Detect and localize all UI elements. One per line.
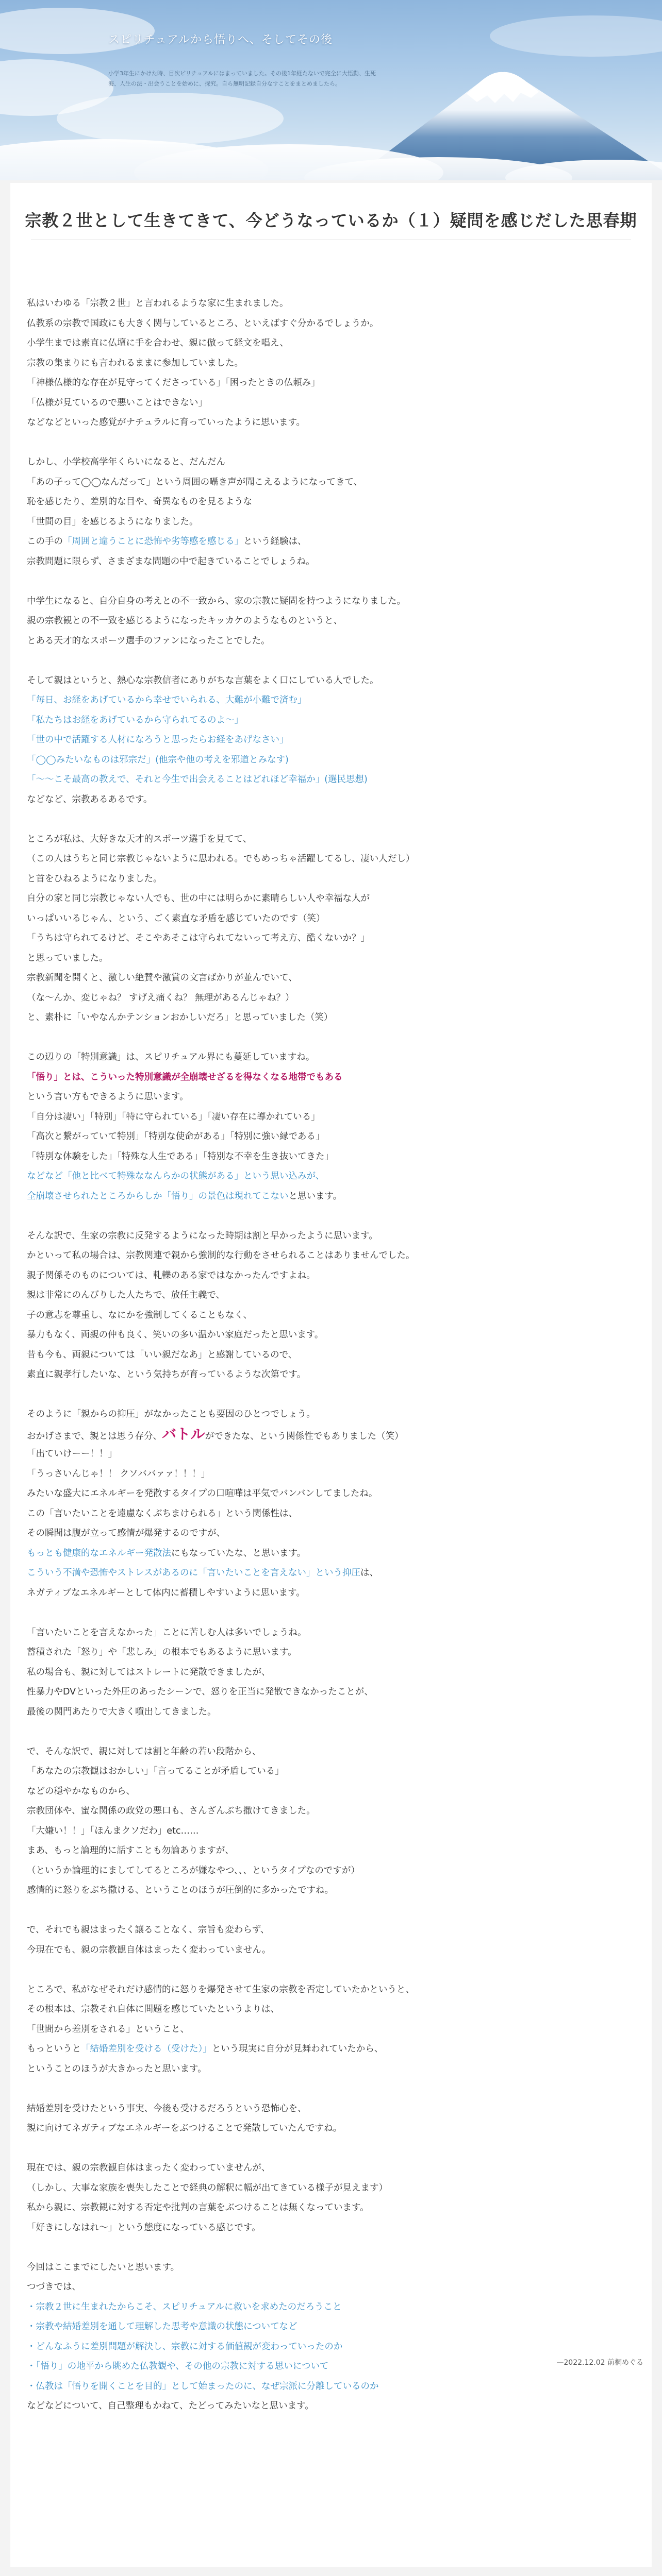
body-text: 親に向けてネガティブなエネルギーをぶつけることで発散していたんですね。 — [27, 2123, 342, 2133]
emphasis-text: ・宗教２世に生まれたからこそ、スピリチュアルに救いを求めたのだろうこと — [27, 2301, 342, 2312]
body-text: この「言いたいことを遠慮なくぶちまけられる」という関係性は、 — [27, 1508, 297, 1519]
text-line — [27, 2277, 635, 2297]
emphasis-text: 「世の中で活躍する人材になろうと思ったらお経をあげなさい」 — [27, 735, 289, 745]
body-text: という言い方もできるように思います。 — [27, 1092, 189, 1102]
body-text: ということのほうが大きかったと思います。 — [27, 2063, 207, 2074]
body-text: もっというと — [27, 2044, 81, 2054]
body-text: などの穏やかなものから、 — [27, 1786, 135, 1797]
text-line — [27, 1285, 635, 1306]
text-line — [27, 2396, 635, 2416]
text-line — [27, 1544, 635, 1564]
emphasis-text: 「毎日、お経をあげているから幸せでいられる、大難が小難で済む」 — [27, 695, 307, 705]
body-text: と思っていました。 — [27, 953, 108, 963]
text-line — [27, 2337, 635, 2357]
text-line — [27, 671, 635, 691]
article-paragraph — [27, 2099, 635, 2139]
body-text: 親は非常にのんびりした人たちで、放任主義で、 — [27, 1290, 225, 1300]
body-text: （しかし、大事な家族を喪失したことで経典の解釈に幅が出てきている様子が見えます） — [27, 2182, 388, 2193]
body-text: 「あの子って◯◯なんだって」という周囲の囁き声が聞こえるようになってきて、 — [27, 477, 363, 487]
body-text: 親の宗教観との不一致を感じるようになったキッカケのようなものというと、 — [27, 616, 343, 626]
text-line — [27, 294, 635, 314]
body-text: 「好きにしなはれ〜」という態度になっている感じです。 — [27, 2222, 261, 2233]
body-text: ができたな、という関係性でもありました（笑） — [205, 1431, 404, 1442]
text-line — [27, 1761, 635, 1782]
text-line — [27, 472, 635, 493]
body-text: 今回はここまでにしたいと思います。 — [27, 2262, 180, 2273]
body-text: と、素朴に「いやなんかテンションおかしいだろ」と思っていました（笑） — [27, 1012, 333, 1023]
text-line — [27, 1563, 635, 1583]
text-line — [27, 1345, 635, 1365]
text-line — [27, 1682, 635, 1702]
article-paragraph — [27, 1047, 635, 1206]
text-line — [27, 1464, 635, 1484]
article-paragraph — [27, 1742, 635, 1901]
text-line — [27, 1742, 635, 1762]
body-text: 「うっさいんじゃ！！ クソババァァ！！！」 — [27, 1468, 210, 1479]
emphasis-text: バトル — [162, 1425, 205, 1443]
text-line — [27, 1663, 635, 1683]
article-paragraph — [27, 1980, 635, 2079]
body-text: 「言いたいことを言えなかった」ことに苦しむ人は多いでしょうね。 — [27, 1627, 307, 1638]
body-text: と首をひねるようになりました。 — [27, 873, 162, 884]
text-line — [27, 1920, 635, 1940]
body-text: とある天才的なスポーツ選手のファンになったことでした。 — [27, 635, 270, 646]
text-line — [27, 2297, 635, 2317]
text-line — [27, 1841, 635, 1861]
article-title: 宗教２世として生きてきて、今どうなっているか（１）疑問を感じだした思春期 — [25, 211, 637, 230]
text-line — [27, 1861, 635, 1881]
text-line — [27, 1980, 635, 2000]
emphasis-text: 「◯◯みたいなものは邪宗だ」(他宗や他の考えを邪道とみなす) — [27, 754, 289, 765]
body-text: 感情的に怒りをぶち撒ける、ということのほうが圧倒的に多かったですね。 — [27, 1885, 334, 1895]
text-line — [27, 909, 635, 929]
body-text: などなど、宗教あるあるです。 — [27, 794, 153, 805]
body-text: 「大嫌い！！」「ほんまクソだわ」etc…… — [27, 1825, 199, 1836]
text-line — [27, 353, 635, 374]
body-text: そんな訳で、生家の宗教に反発するようになった時期は割と早かったように思います。 — [27, 1230, 378, 1241]
body-text: （この人はうちと同じ宗教じゃないように思われる。でもめっちゃ活躍してるし、凄い人だし） — [27, 854, 415, 864]
body-text: 暴力もなく、両親の仲も良く、笑いの多い温かい家庭だったと思います。 — [27, 1330, 324, 1340]
text-line — [27, 750, 635, 770]
text-line — [27, 1523, 635, 1544]
body-text: 自分の家と同じ宗教じゃない人でも、世の中には明らかに素晴らしい人や幸福な人が — [27, 893, 370, 904]
text-line — [27, 1187, 635, 1207]
article-signature: —2022.12.02 前桐めぐる — [556, 2359, 643, 2367]
text-line — [27, 1583, 635, 1603]
text-line — [27, 2317, 635, 2337]
body-text: （な〜んか、変じゃね？ すげえ痛くね？ 無理があるんじゃね？） — [27, 992, 294, 1003]
text-line — [27, 2258, 635, 2278]
body-text: この手の — [27, 536, 63, 547]
text-line — [27, 1623, 635, 1643]
text-line — [27, 532, 635, 552]
text-line — [27, 948, 635, 969]
body-text: 宗教の集まりにも言われるままに参加していました。 — [27, 358, 243, 368]
emphasis-text: 「悟り」とは、こういった特別意識が全崩壊せざるを得なくなる地帯でもある — [27, 1072, 343, 1082]
emphasis-text: もっとも健康的なエネルギー発散法 — [27, 1548, 171, 1558]
article-paragraph — [27, 2258, 635, 2416]
body-text: 仏教系の宗教で国政にも大きく関与しているところ、といえばすぐ分かるでしょうか。 — [27, 318, 379, 329]
body-text: にもなっていたな、と思います。 — [171, 1548, 306, 1558]
text-line — [27, 1425, 635, 1445]
text-line — [27, 2158, 635, 2178]
body-text: 素直に親孝行したいな、という気持ちが育っているような次第です。 — [27, 1369, 306, 1380]
article-paragraph — [27, 294, 635, 433]
text-line — [27, 1821, 635, 1841]
text-line — [27, 1147, 635, 1167]
body-text: まあ、もっと論理的に話すことも勿論ありますが、 — [27, 1845, 234, 1856]
body-text: そして親はというと、熱心な宗教信者にありがちな言葉をよく口にしている人でした。 — [27, 675, 379, 686]
text-line — [27, 2020, 635, 2040]
text-line — [27, 2119, 635, 2139]
text-line — [27, 1246, 635, 1266]
article-paragraph — [27, 1226, 635, 1385]
emphasis-text: ・宗教や結婚差別を通して理解した思考や意識の状態についてなど — [27, 2321, 297, 2332]
body-text: いっぱいいるじゃん、という、ごく素直な矛盾を感じていたのです（笑） — [27, 913, 325, 924]
body-text: 宗教団体や、蜜な関係の政党の悪口も、さんざんぶち撒けてきました。 — [27, 1806, 316, 1816]
text-line — [27, 1404, 635, 1425]
body-text: ネガティブなエネルギーとして体内に蓄積しやすいように思います。 — [27, 1587, 305, 1598]
text-line — [27, 968, 635, 988]
text-line — [27, 849, 635, 869]
body-text: 「特別な体験をした」「特殊な人生である」「特別な不幸を生き抜いてきた」 — [27, 1151, 334, 1162]
header-banner — [0, 0, 662, 180]
body-text: この辺りの「特別意識」は、スピリチュアル界にも蔓延していますね。 — [27, 1052, 315, 1062]
emphasis-text: 全崩壊させられたところからしか「悟り」の景色は現れてこない — [27, 1191, 289, 1201]
site-description: 小学3年生にかけた時、目次ピリチュアルにはまっていました。その後1年経たないで完全に大悟勤、生死海、人生の法・出会うことを始めに、探究。自ら無明記録自分なすことをまとめましたら。 — [108, 70, 376, 87]
text-line — [27, 690, 635, 710]
text-line — [27, 1484, 635, 1504]
body-text: 「うちは守られてるけど、そこやあそこは守られてないって考え方、酷くないか？」 — [27, 933, 370, 943]
emphasis-text: 「結婚差別を受ける（受けた）」 — [81, 2044, 212, 2054]
body-text: （というか論理的にましてしてるところが嫌なやつ、、、というタイプなのですが） — [27, 1865, 360, 1876]
body-text: 宗教問題に限らず、さまざまな問題の中で起きていることでしょうね。 — [27, 556, 315, 567]
text-line — [27, 730, 635, 750]
text-line — [27, 2198, 635, 2218]
text-line — [27, 2039, 635, 2059]
body-text: 今現在でも、親の宗教観自体はまったく変わっていません。 — [27, 1944, 271, 1955]
text-line — [27, 1107, 635, 1127]
article-paragraph — [27, 452, 635, 571]
body-text: 子の意志を尊重し、なにかを強制してくることもなく、 — [27, 1310, 253, 1320]
text-line — [27, 2357, 635, 2377]
body-text: 私の場合も、親に対してはストレートに発散できましたが、 — [27, 1667, 271, 1677]
body-text: 親子関係そのものについては、軋轢のある家ではなかったんですよね。 — [27, 1270, 316, 1281]
emphasis-text: 「〜〜こそ最高の教えで、それと今生で出会えることはどれほど幸福か」(選民思想) — [27, 774, 368, 785]
emphasis-text: ・どんなふうに差別問題が解決し、宗教に対する価値観が変わっていったのか — [27, 2341, 343, 2352]
emphasis-text: ・「悟り」の地平から眺めた仏教観や、その他の宗教に対する思いについて — [27, 2361, 329, 2371]
text-line — [27, 1087, 635, 1107]
text-line — [27, 770, 635, 790]
emphasis-text: ・仏教は「悟りを開くことを目的」として始まったのに、なぜ宗派に分離しているのか — [27, 2381, 379, 2392]
text-line — [27, 829, 635, 850]
text-line — [27, 492, 635, 512]
site-title[interactable]: スピリチュアルから悟りへ、そしてその後 — [108, 33, 333, 46]
text-line — [27, 1940, 635, 1960]
body-text: 「神様仏様的な存在が見守ってくださっている」「困ったときの仏頼み」 — [27, 378, 320, 388]
text-line — [27, 1166, 635, 1187]
text-line — [27, 1702, 635, 1722]
body-text: 「高次と繋がっていて特別」「特別な使命がある」「特別に強い縁である」 — [27, 1131, 325, 1142]
article-paragraph — [27, 2158, 635, 2238]
text-line — [27, 1306, 635, 1326]
body-text: で、そんな訳で、親に対しては割と年齢の若い段階から、 — [27, 1746, 261, 1757]
text-line — [27, 611, 635, 631]
text-line — [27, 1444, 635, 1464]
emphasis-text: などなど「他と比べて特殊ななんらかの状態がある」という思い込みが、 — [27, 1171, 325, 1181]
text-line — [27, 512, 635, 532]
text-line — [27, 2178, 635, 2198]
article-paragraph — [27, 1404, 635, 1603]
text-line — [27, 869, 635, 889]
article-paragraph — [27, 829, 635, 1028]
body-text: 「あなたの宗教観はおかしい」「言ってることが矛盾している」 — [27, 1766, 284, 1776]
text-line — [27, 631, 635, 651]
body-text: 「世間の目」を感じるようになりました。 — [27, 516, 198, 527]
body-text: 「仏様が見ているので悪いことはできない」 — [27, 397, 207, 408]
body-text: ところで、私がなぜそれだけ感情的に怒りを爆発させて生家の宗教を否定していたかというと、 — [27, 1984, 415, 1995]
article-paragraph — [27, 1623, 635, 1722]
text-line — [27, 2099, 635, 2119]
body-text: という現実に自分が見舞われていたから、 — [211, 2044, 384, 2054]
body-text: で、それでも親はまったく譲ることなく、宗旨も変わらず、 — [27, 1925, 270, 1935]
body-text: おかげさまで、親とは思う存分、 — [27, 1431, 162, 1442]
article-paragraph — [27, 591, 635, 651]
emphasis-text: こういう不満や恐怖やストレスがあるのに「言いたいことを言えない」という抑圧 — [27, 1568, 360, 1578]
text-line — [27, 333, 635, 353]
emphasis-text: 「周囲と違うことに恐怖や劣等感を感じる」 — [63, 536, 243, 547]
text-line — [27, 393, 635, 413]
body-text: という経験は、 — [243, 536, 307, 547]
emphasis-text: 「私たちはお経をあげているから守られてるのよ〜」 — [27, 715, 243, 725]
article-paragraph — [27, 1920, 635, 1960]
text-line — [27, 2059, 635, 2079]
body-text: 宗教新聞を開くと、激しい絶賛や激賞の文言ばかりが並んでいて、 — [27, 973, 297, 983]
text-line — [27, 790, 635, 810]
text-line — [27, 1047, 635, 1067]
article-body — [27, 294, 635, 2436]
text-line — [27, 2377, 635, 2397]
body-text: と思います。 — [288, 1191, 342, 1201]
text-line — [27, 1067, 635, 1088]
text-line — [27, 373, 635, 393]
body-text: 「自分は凄い」「特別」「特に守られている」「凄い存在に導かれている」 — [27, 1111, 320, 1122]
body-text: 最後の関門あたりで大きく噴出してきました。 — [27, 1706, 217, 1717]
mountain-cloud-illustration — [0, 0, 662, 180]
body-text: 私はいわゆる「宗教２世」と言われるような家に生まれました。 — [27, 298, 289, 309]
text-line — [27, 1266, 635, 1286]
text-line — [27, 1008, 635, 1028]
body-text: は、 — [360, 1568, 378, 1578]
text-line — [27, 928, 635, 948]
text-line — [27, 1226, 635, 1246]
text-line — [27, 314, 635, 334]
body-text: 昔も今も、両親については「いい親だなあ」と感謝しているので、 — [27, 1349, 297, 1360]
body-text: その根本は、宗教それ自体に問題を感じていたというよりは、 — [27, 2004, 279, 2014]
text-line — [27, 1782, 635, 1802]
body-text: 「世間から差別をされる」ということ、 — [27, 2024, 189, 2035]
body-text: しかし、小学校高学年くらいになると、だんだん — [27, 457, 225, 467]
body-text: 蓄積された「怒り」や「悲しみ」の根本でもあるように思います。 — [27, 1647, 297, 1657]
article-paragraph — [27, 671, 635, 810]
text-line — [27, 413, 635, 433]
body-text: 中学生になると、自分自身の考えとの不一致から、家の宗教に疑問を持つようになりました。 — [27, 596, 406, 606]
text-line — [27, 2218, 635, 2238]
text-line — [27, 1365, 635, 1385]
body-text: 私から親に、宗教観に対する否定や批判の言葉をぶつけることは無くなっています。 — [27, 2202, 369, 2213]
body-text: 小学生までは素直に仏壇に手を合わせ、親に倣って経文を唱え、 — [27, 338, 289, 348]
text-line — [27, 1325, 635, 1345]
body-text: 現在では、親の宗教観自体はまったく変わっていませんが、 — [27, 2163, 271, 2173]
body-text: 「出ていけーー！！」 — [27, 1449, 117, 1459]
text-line — [27, 710, 635, 731]
body-text: などなどといった感覚がナチュラルに育っていったように思います。 — [27, 417, 306, 428]
body-text: 結婚差別を受けたという事実、今後も受けるだろうという恐怖心を、 — [27, 2103, 307, 2114]
body-text: 性暴力やDVといった外圧のあったシーンで、怒りを正当に発散できなかったことが、 — [27, 1687, 373, 1697]
text-line — [27, 552, 635, 572]
body-text: などなどについて、自己整理もかねて、たどってみたいなと思います。 — [27, 2401, 314, 2411]
text-line — [27, 1999, 635, 2020]
body-text: その瞬間は腹が立って感情が爆発するのですが、 — [27, 1528, 225, 1538]
article-card — [10, 183, 652, 2567]
text-line — [27, 1880, 635, 1901]
text-line — [27, 452, 635, 472]
body-text: つづきでは、 — [27, 2282, 81, 2292]
body-text: ところが私は、大好きな天才的スポーツ選手を見てて、 — [27, 834, 252, 844]
text-line — [27, 1127, 635, 1147]
text-line — [27, 1801, 635, 1821]
text-line — [27, 988, 635, 1008]
text-line — [27, 1504, 635, 1524]
body-text: 恥を感じたり、差別的な目や、奇異なものを見るような — [27, 497, 253, 507]
body-text: かといって私の場合は、宗教関連で親から強制的な行動をさせられることはありませんでした。 — [27, 1250, 415, 1261]
body-text: そのように「親からの抑圧」がなかったことも要因のひとつでしょう。 — [27, 1409, 316, 1419]
body-text: みたいな盛大にエネルギーを発散するタイプの口喧嘩は平気でバンバンしてましたね。 — [27, 1488, 378, 1499]
text-line — [27, 1642, 635, 1663]
text-line — [27, 889, 635, 909]
text-line — [27, 591, 635, 612]
